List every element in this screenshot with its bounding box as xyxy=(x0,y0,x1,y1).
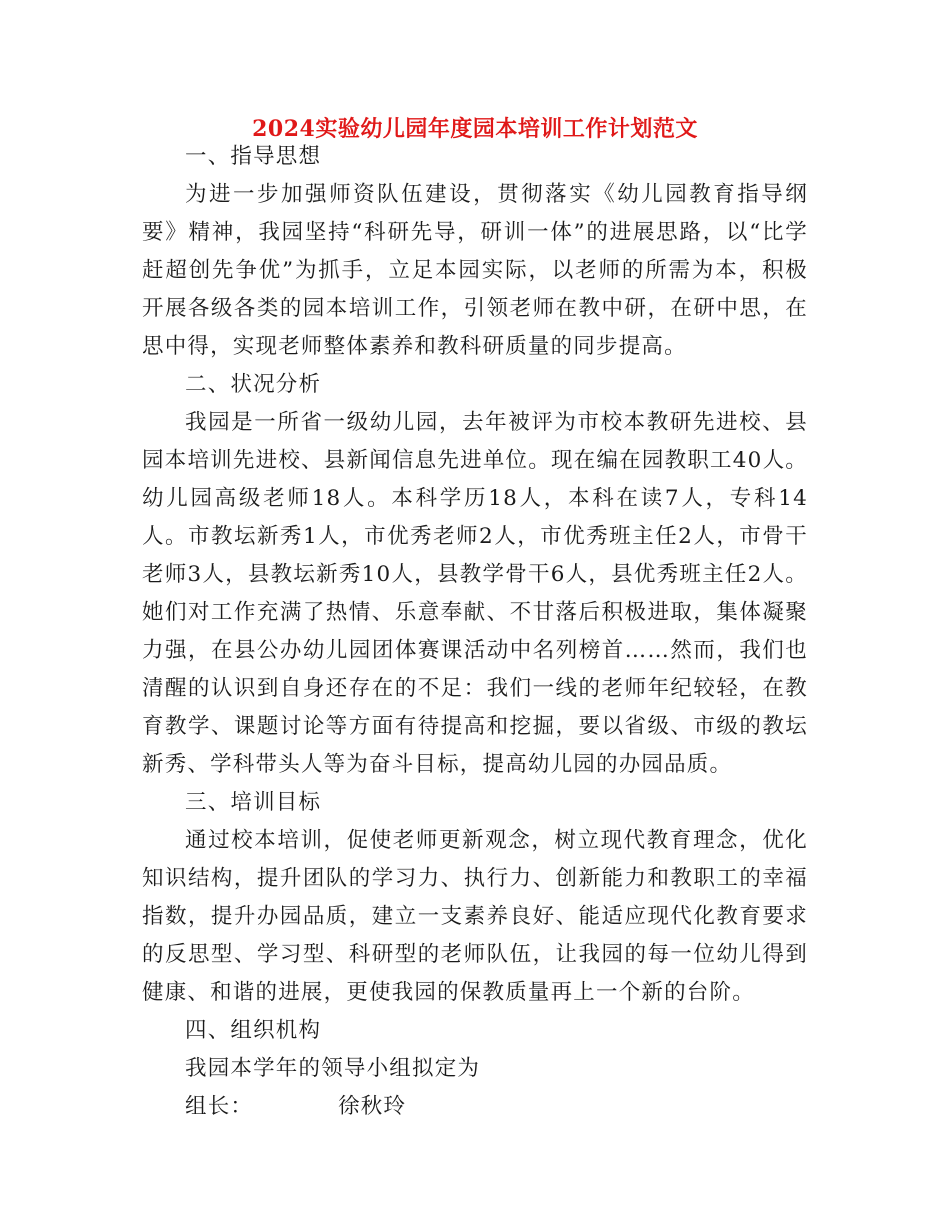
paragraph-training-goals: 通过校本培训，促使老师更新观念，树立现代教育理念，优化知识结构，提升团队的学习力、执行力、创新能力和教职工的幸福指数，提升办园品质，建立一支素养良好、能适应现代化教育要求的反思型、学习型、科研型的老师队伍，让我园的每一位幼儿得到健康、和谐的进展，更使我园的保教质量再上一个新的台阶。 xyxy=(142,828,808,1005)
paragraph-guiding-ideology: 为进一步加强师资队伍建设，贯彻落实《幼儿园教育指导纲要》精神，我园坚持“科研先导，研训一体”的进展思路，以“比学赶超创先争优”为抓手，立足本园实际，以老师的所需为本，积极开展各级各类的园本培训工作，引领老师在教中研，在研中思，在思中得，实现老师整体素养和教科研质量的同步提高。 xyxy=(142,182,808,359)
section-heading-situation-analysis: 二、状况分析 xyxy=(185,372,322,397)
section-heading-organization: 四、组织机构 xyxy=(185,1018,322,1043)
leader-label: 组长： xyxy=(185,1094,254,1119)
paragraph-organization: 我园本学年的领导小组拟定为 xyxy=(185,1056,481,1081)
leader-name: 徐秋玲 xyxy=(338,1094,407,1119)
document-body xyxy=(142,138,808,1126)
leader-line xyxy=(142,1088,808,1126)
section-heading-guiding-ideology: 一、指导思想 xyxy=(185,144,322,169)
section-heading-training-goals: 三、培训目标 xyxy=(185,790,322,815)
document-title: 2024实验幼儿园年度园本培训工作计划范文 xyxy=(252,116,698,142)
paragraph-situation-analysis: 我园是一所省一级幼儿园，去年被评为市校本教研先进校、县园本培训先进校、县新闻信息先进单位。现在编在园教职工40人。幼儿园高级老师18人。本科学历18人，本科在读7人，专科14人。市教坛新秀1人，市优秀老师2人，市优秀班主任2人，市骨干老师3人，县教坛新秀10人，县教学骨干6人，县优秀班主任2人。她们对工作充满了热情、乐意奉献、不甘落后积极进取，集体凝聚力强，在县公办幼儿园团体赛课活动中名列榜首……然而，我们也清醒的认识到自身还存在的不足：我们一线的老师年纪较轻，在教育教学、课题讨论等方面有待提高和挖掘，要以省级、市级的教坛新秀、学科带头人等为奋斗目标，提高幼儿园的办园品质。 xyxy=(142,410,808,777)
